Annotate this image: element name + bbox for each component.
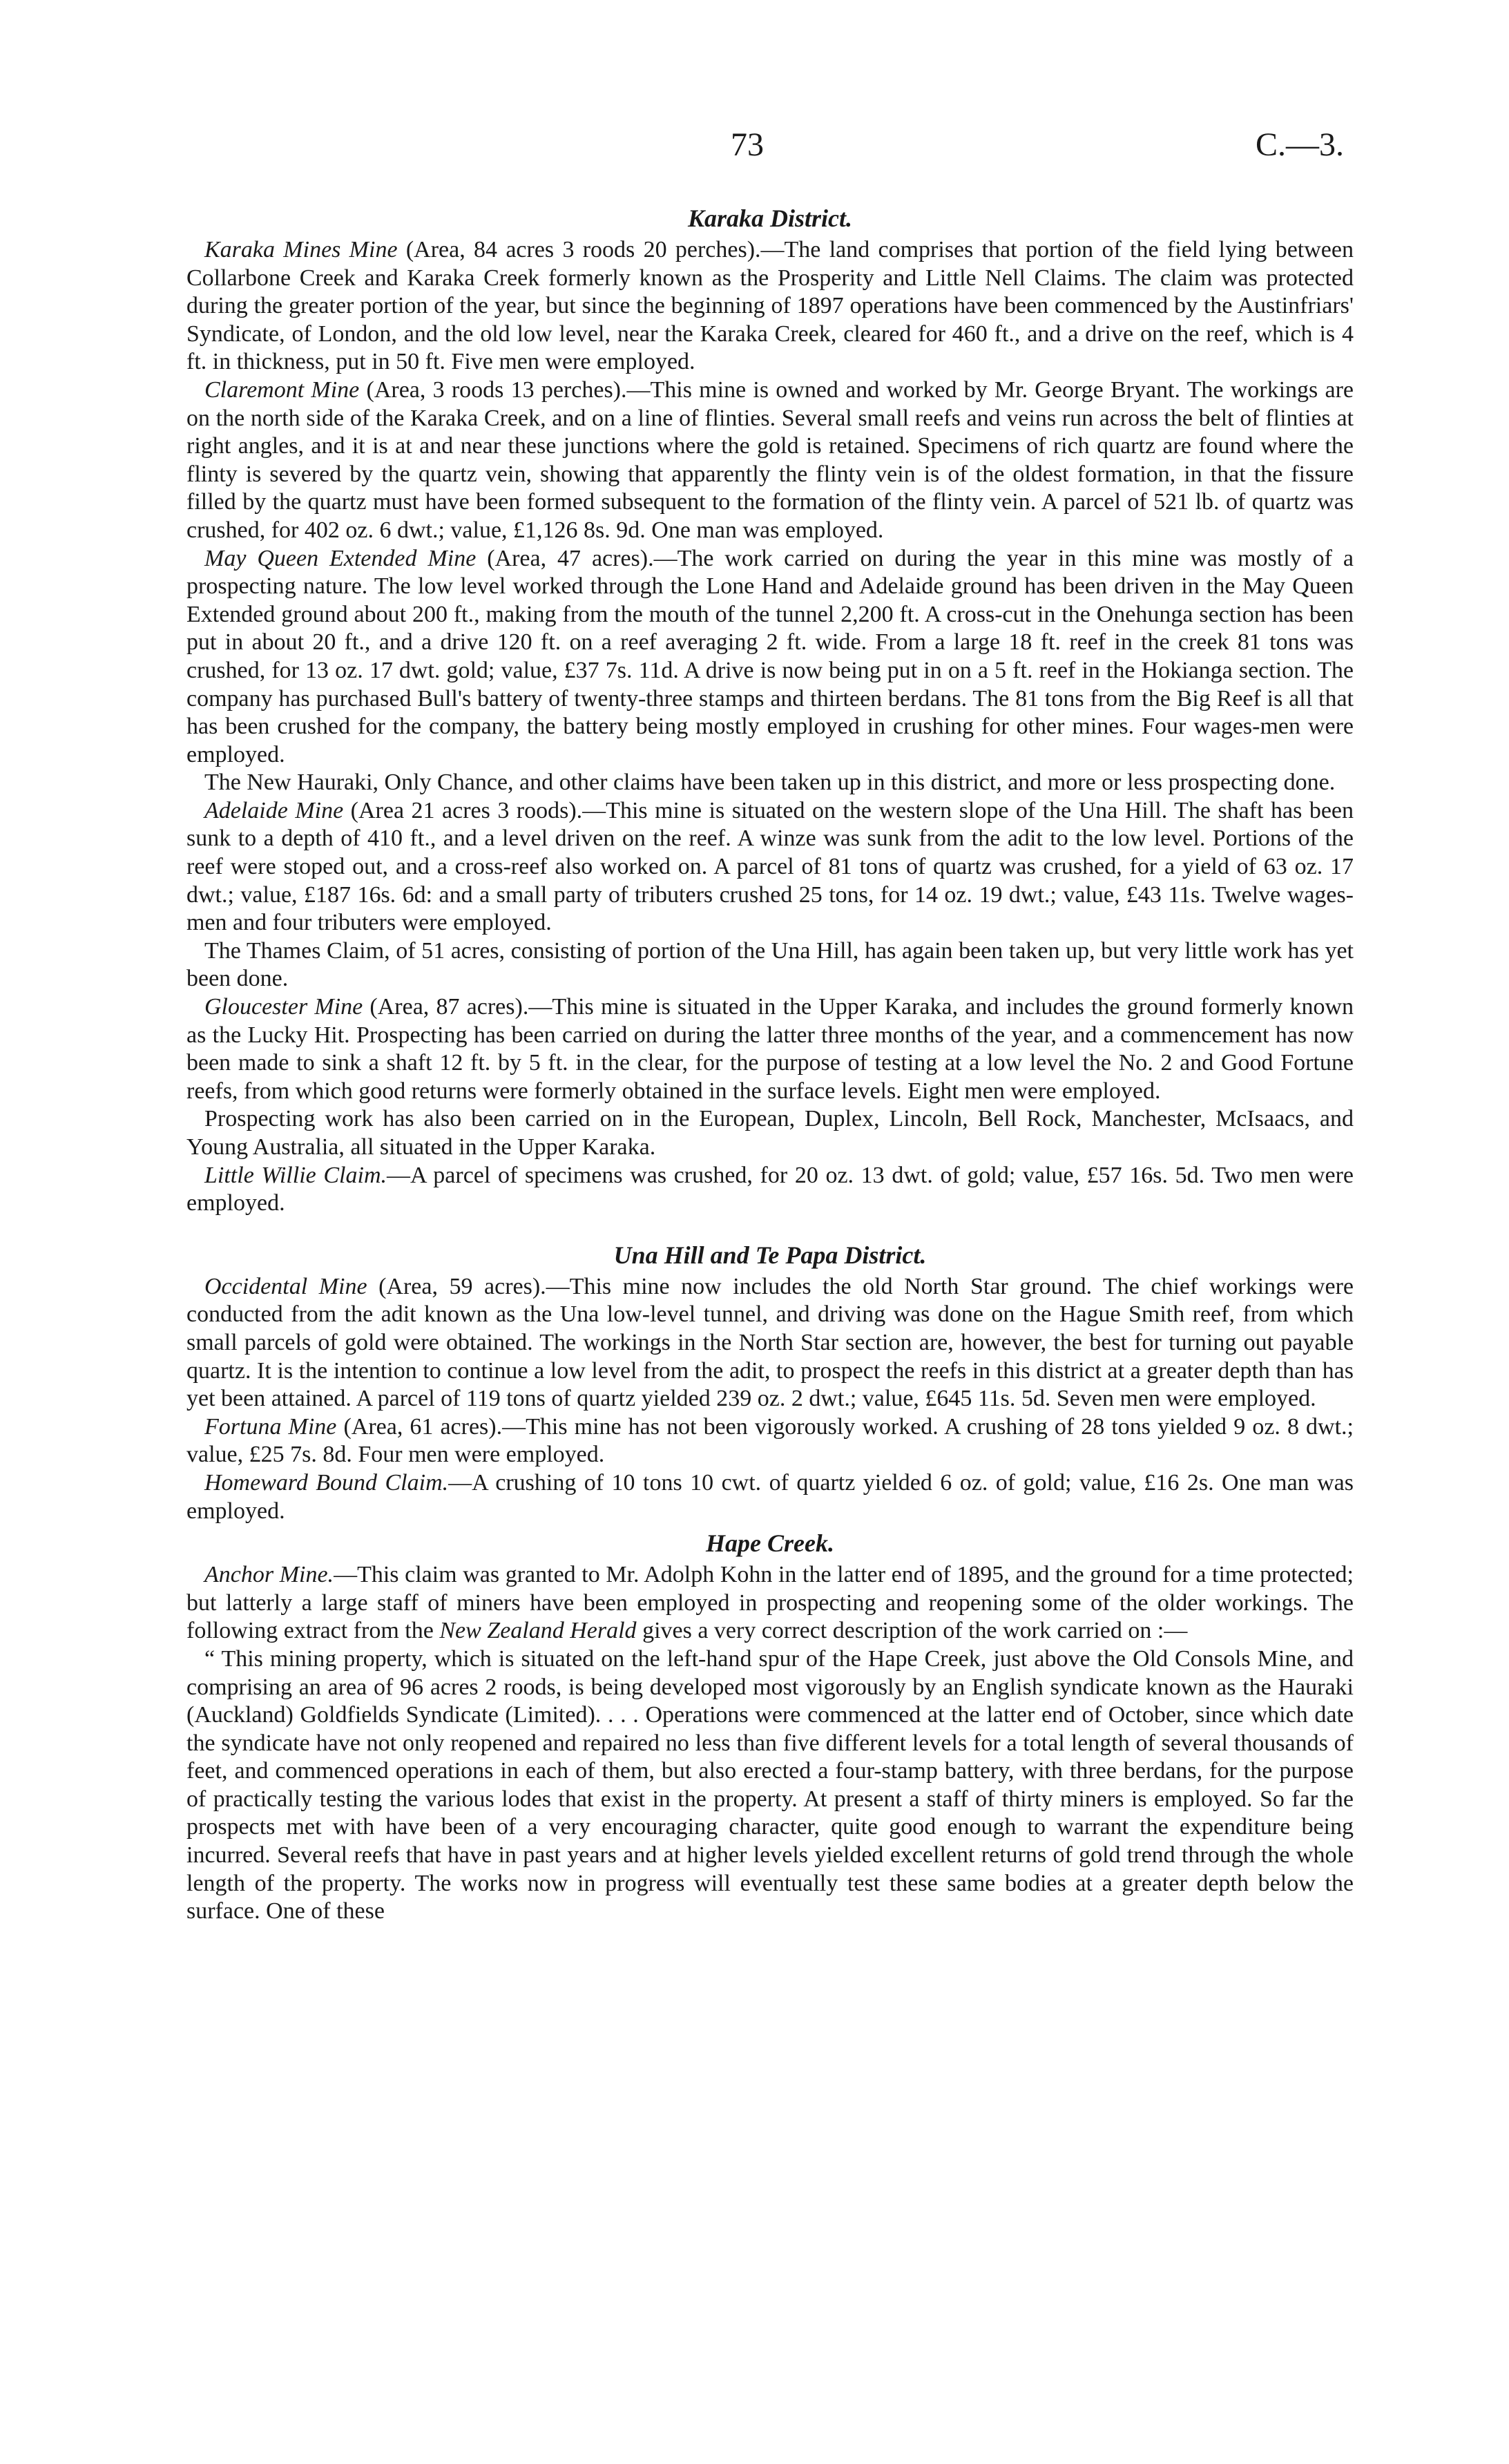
mine-title: Gloucester Mine xyxy=(204,994,363,1020)
mine-title: May Queen Extended Mine xyxy=(204,545,477,571)
paragraph-text: —This claim was granted to Mr. Adolph Kohn in the latter end of 1895, and the ground for a time protected; but latterly a large staff of miners have been employed in prospecting and reopening some of the older workings. The following extract from the xyxy=(186,1562,1354,1644)
paragraph-text: (Area 21 acres 3 roods).—This mine is situated on the western slope of the Una Hill. The shaft has been sunk to a depth of 410 ft., and a level driven on the reef. A winze was sunk from the adit to the low level. Portions of the reef were stoped out, and a cross-reef also worked on. A parcel of 81 tons of quartz was crushed, for a yield of 63 oz. 17 dwt.; value, £187 16s. 6d: and a small party of tributers crushed 25 tons, for 14 oz. 19 dwt.; value, £43 11s. Twelve wages-men and four tributers were employed. xyxy=(186,797,1354,936)
paragraph xyxy=(186,1469,1354,1525)
paragraph xyxy=(186,1105,1354,1161)
paragraph-text: Prospecting work has also been carried on in the European, Duplex, Lincoln, Bell Rock, Manchester, McIsaacs, and Young Australia, all situated in the Upper Karaka. xyxy=(186,1106,1354,1160)
paragraph xyxy=(186,1413,1354,1469)
paragraph-text: (Area, 47 acres).—The work carried on during the year in this mine was mostly of a prospecting nature. The low level worked through the Lone Hand and Adelaide ground has been driven in the May Queen Extended ground about 200 ft., making from the mouth of the tunnel 2,200 ft. A cross-cut in the Onehunga section has been put in about 20 ft., and a drive 120 ft. on a reef averaging 2 ft. wide. From a large 18 ft. reef in the creek 81 tons was crushed, for 13 oz. 17 dwt. gold; value, £37 7s. 11d. A drive is now being put in on a 5 ft. reef in the Hokianga section. The company has purchased Bull's battery of twenty-three stamps and thirteen berdans. The 81 tons from the Big Reef is all that has been crushed for the company, the battery being mostly employed in crushing for other mines. Four wages-men were employed. xyxy=(186,545,1354,767)
paragraph-text: The New Hauraki, Only Chance, and other claims have been taken up in this district, and more or less prospecting done. xyxy=(204,770,1336,796)
paragraph xyxy=(186,1162,1354,1218)
paragraph-text: (Area, 3 roods 13 perches).—This mine is owned and worked by Mr. George Bryant. The workings are on the north side of the Karaka Creek, and on a line of flinties. Several small reefs and veins run across the belt of flinties at right angles, and it is at and near these junctions where the gold is retained. Specimens of rich quartz are found where the flinty is severed by the quartz vein, showing that apparently the flinty vein is of the oldest formation, in that the fissure filled by the quartz must have been formed subsequent to the formation of the flinty vein. A parcel of 521 lb. of quartz was crushed, for 402 oz. 6 dwt.; value, £1,126 8s. 9d. One man was employed. xyxy=(186,376,1354,543)
paragraph-text: —A crushing of 10 tons 10 cwt. of quartz yielded 6 oz. of gold; value, £16 2s. One man was employed. xyxy=(186,1469,1354,1524)
paragraph-text: (Area, 61 acres).—This mine has not been vigorously worked. A crushing of 28 tons yielded 9 oz. 8 dwt.; value, £25 7s. 8d. Four men were employed. xyxy=(186,1413,1354,1468)
section-heading-karaka: Karaka District. xyxy=(687,204,853,232)
paragraph xyxy=(186,797,1354,937)
page-header xyxy=(0,126,1509,174)
paragraph xyxy=(186,545,1354,770)
mine-title: Fortuna Mine xyxy=(204,1413,337,1440)
newspaper-title: New Zealand Herald xyxy=(439,1618,637,1644)
mine-title: Karaka Mines Mine xyxy=(204,237,398,262)
page-body xyxy=(186,200,1354,1926)
mine-title: Claremont Mine xyxy=(204,376,360,403)
paragraph-text: (Area, 59 acres).—This mine now includes the old North Star ground. The chief workings were conducted from the adit known as the Una low-level tunnel, and driving was done on the Hague Smith reef, from which small parcels of gold were obtained. The workings in the North Star section are, however, the best for turning out payable quartz. It is the intention to continue a low level from the adit, to prospect the reefs in this district at a greater depth than has yet been attained. A parcel of 119 tons of quartz yielded 239 oz. 2 dwt.; value, £645 11s. 5d. Seven men were employed. xyxy=(186,1273,1354,1412)
mine-title: Adelaide Mine xyxy=(204,797,344,823)
mine-title: Homeward Bound Claim. xyxy=(204,1469,449,1496)
paragraph-text: —A parcel of specimens was crushed, for 20 oz. 13 dwt. of gold; value, £57 16s. 5d. Two men were employed. xyxy=(186,1162,1354,1216)
paragraph xyxy=(186,769,1354,797)
paragraph-text: “ This mining property, which is situated on the left-hand spur of the Hape Creek, just above the Old Consols Mine, and comprising an area of 96 acres 2 roods, is being developed most vigorously by an English syndicate known as the Hauraki (Auckland) Goldfields Syndicate (Limited). . . . Operations were commenced at the latter end of October, since which date the syndicate have not only reopened and repaired no less than five different levels for a total length of several thousands of feet, and commenced operations in each of them, but also erected a four-stamp battery, with three berdans, for the purpose of practically testing the various lodes that exist in the property. At present a staff of thirty miners is employed. So far the prospects met with have been of a very encouraging character, quite good enough to warrant the expenditure being incurred. Several reefs that have in past years and at higher levels yielded excellent returns of gold trend through the whole length of the property. The works now in progress will eventually test these same bodies at a greater depth below the surface. One of these xyxy=(186,1645,1354,1925)
section-heading-una-hill: Una Hill and Te Papa District. xyxy=(613,1241,927,1269)
page-number: 73 xyxy=(731,126,764,163)
section-heading-hape-creek: Hape Creek. xyxy=(706,1529,834,1558)
paragraph xyxy=(186,236,1354,376)
paragraph xyxy=(186,993,1354,1105)
paragraph-text: (Area, 87 acres).—This mine is situated in the Upper Karaka, and includes the ground formerly known as the Lucky Hit. Prospecting has been carried on during the latter three months of the year, and a commencement has now been made to sink a shaft 12 ft. by 5 ft. in the clear, for the purpose of testing at a low level the No. 2 and Good Fortune reefs, from which good returns were formerly obtained in the surface levels. Eight men were employed. xyxy=(186,994,1354,1104)
mine-title: Anchor Mine. xyxy=(204,1562,334,1588)
paragraph-text: gives a very correct description of the work carried on :— xyxy=(636,1618,1188,1644)
mine-title: Little Willie Claim. xyxy=(204,1162,387,1188)
document-reference: C.—3. xyxy=(1256,126,1345,163)
quoted-paragraph xyxy=(186,1645,1354,1926)
mine-title: Occidental Mine xyxy=(204,1273,367,1299)
paragraph-text: The Thames Claim, of 51 acres, consisting of portion of the Una Hill, has again been taken up, but very little work has yet been done. xyxy=(186,937,1354,992)
paragraph xyxy=(186,937,1354,993)
paragraph xyxy=(186,1561,1354,1645)
paragraph-text: (Area, 84 acres 3 roods 20 perches).—The land comprises that portion of the field lying between Collarbone Creek and Karaka Creek formerly known as the Prosperity and Little Nell Claims. The claim was protected during the greater portion of the year, but since the beginning of 1897 operations have been commenced by the Austinfriars' Syndicate, of London, and the old low level, near the Karaka Creek, cleared for 460 ft., and a drive on the reef, which is 4 ft. in thickness, put in 50 ft. Five men were employed. xyxy=(186,237,1354,375)
paragraph xyxy=(186,1273,1354,1413)
paragraph xyxy=(186,376,1354,545)
